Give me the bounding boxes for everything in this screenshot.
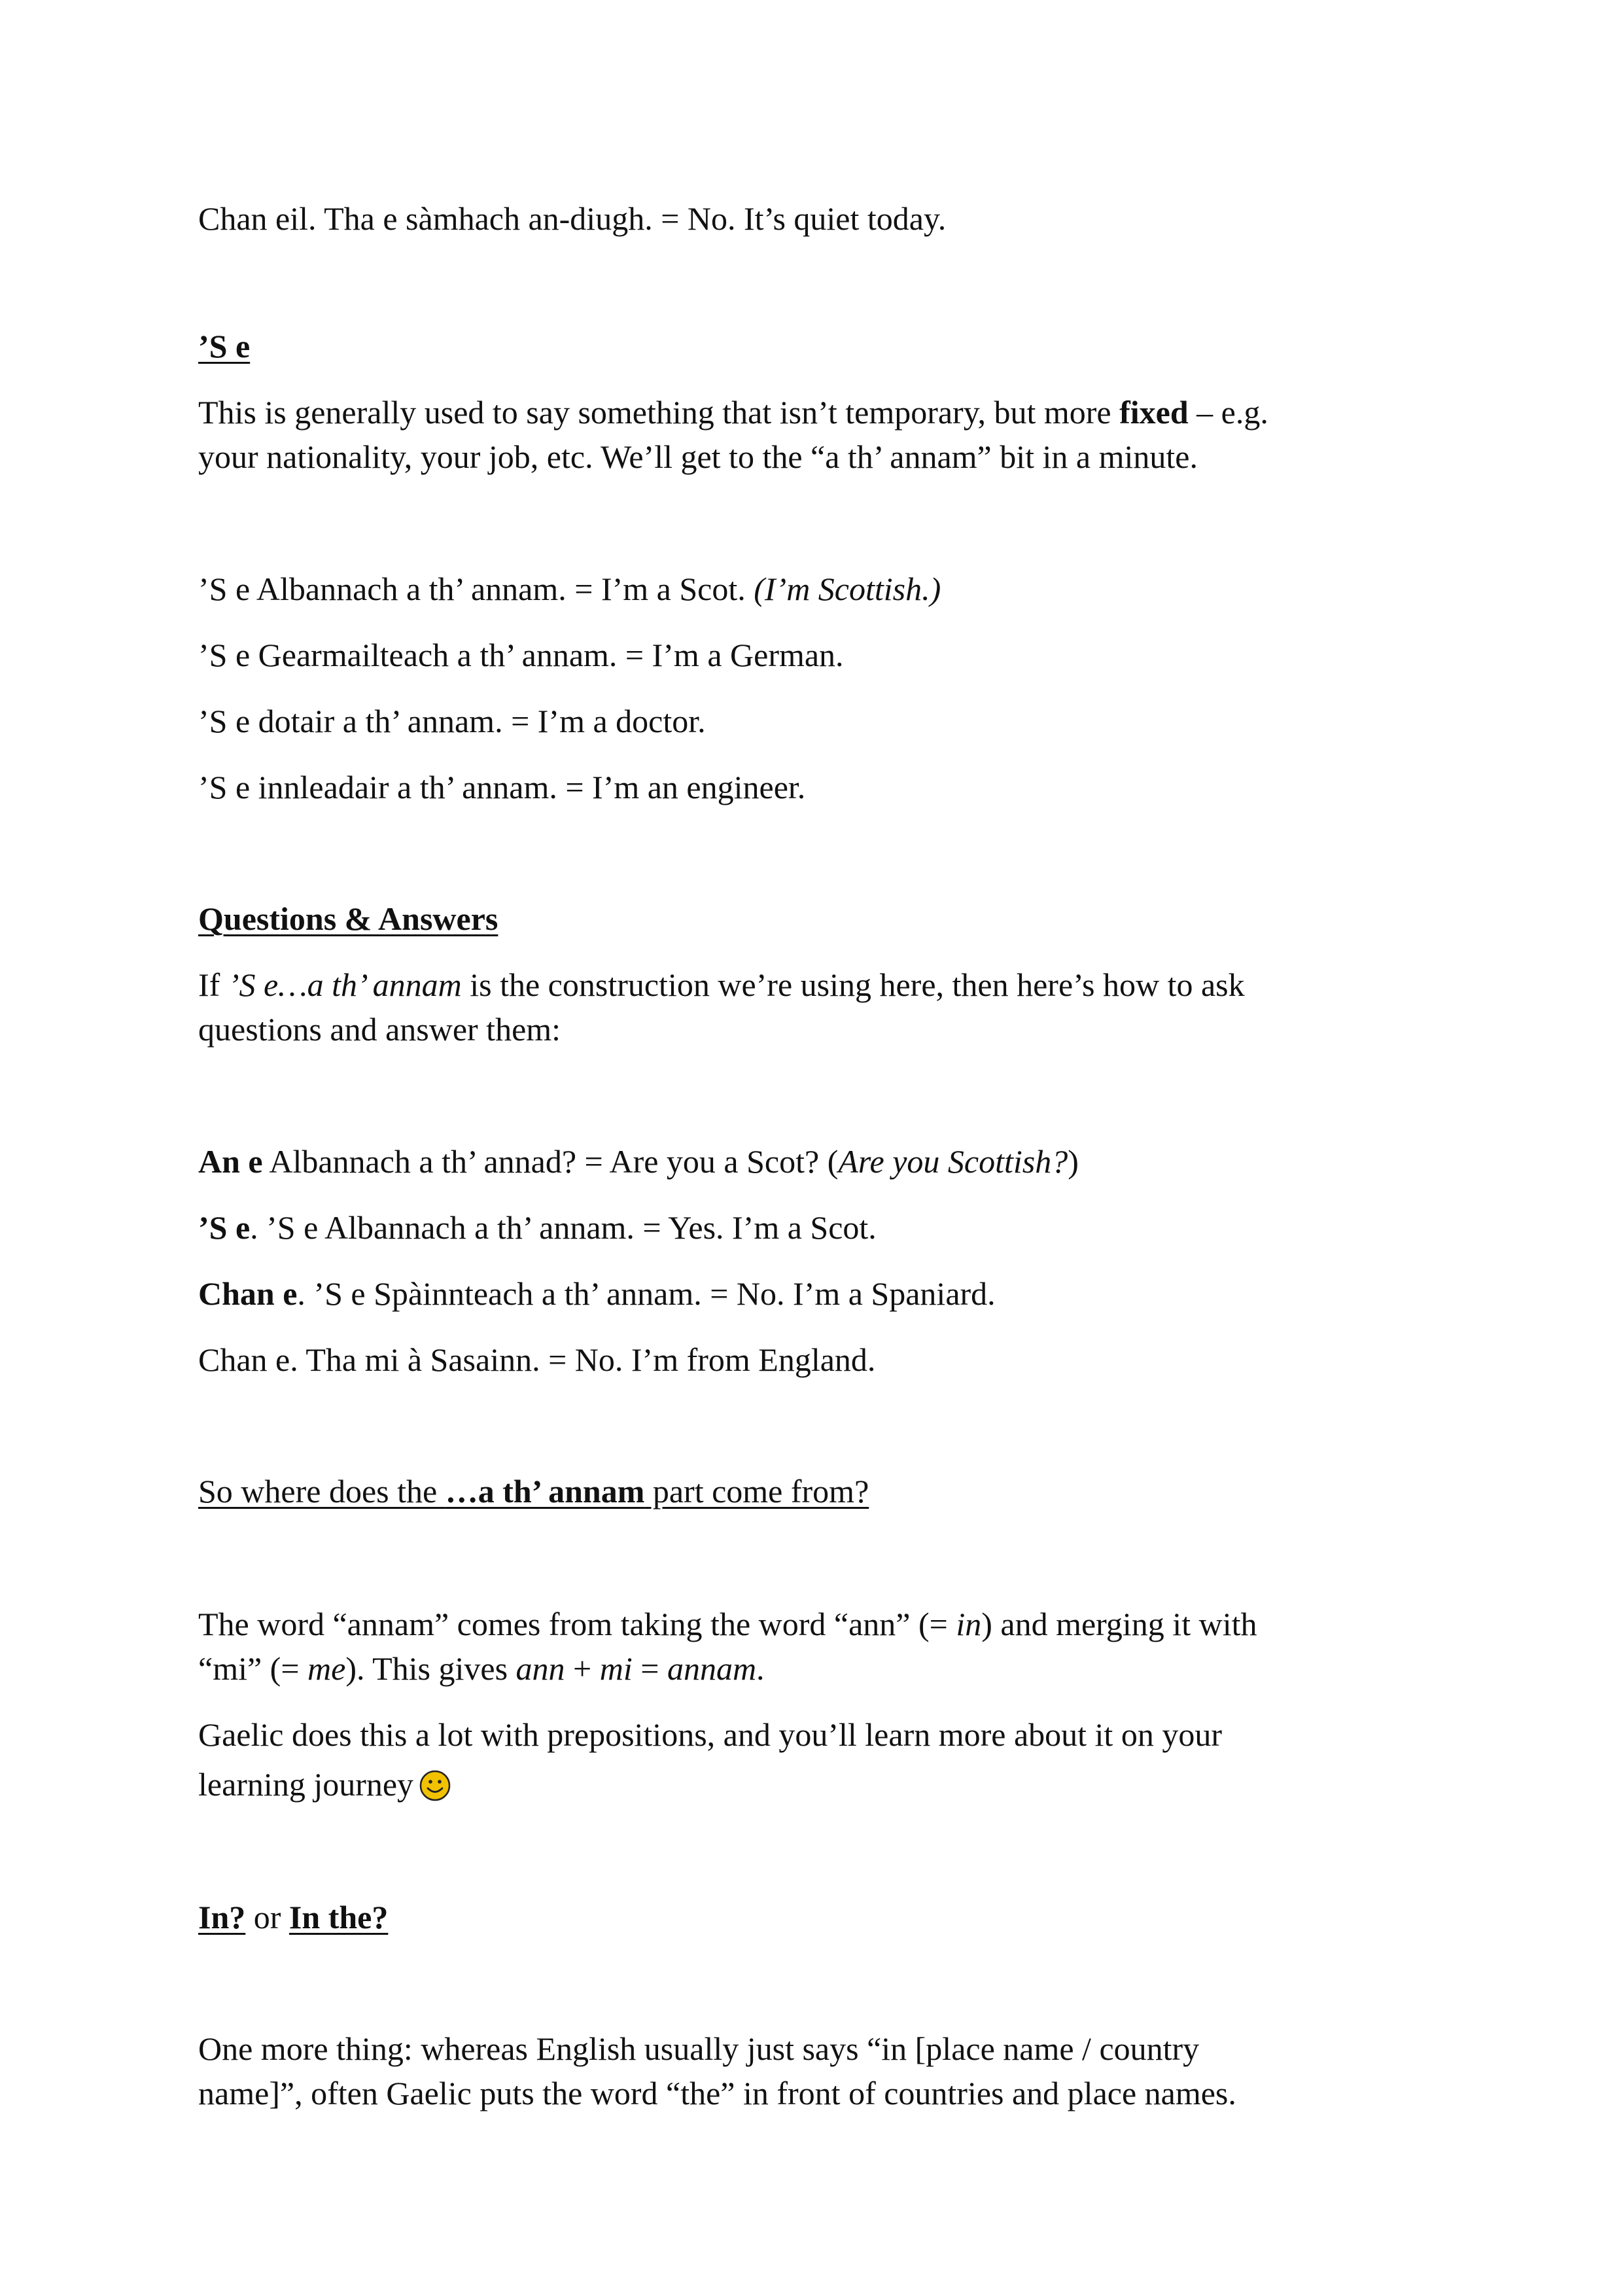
qa-answer-no: Chan e. ’S e Spàinnteach a th’ annam. = No. I’m a Spaniard. <box>198 1275 996 1312</box>
se-example-german: ’S e Gearmailteach a th’ annam. = I’m a German. <box>198 637 844 673</box>
intro-line: Chan eil. Tha e sàmhach an-diugh. = No. It’s quiet today. <box>198 200 947 237</box>
qa-intro-line-2: questions and answer them: <box>198 1011 561 1048</box>
qa-question: An e Albannach a th’ annad? = Are you a Scot? (Are you Scottish?) <box>198 1143 1079 1180</box>
in-the-paragraph-line-2: name]”, often Gaelic puts the word “the” in front of countries and place names. <box>198 2075 1236 2111</box>
in-the-paragraph-line-1: One more thing: whereas English usually just says “in [place name / country <box>198 2030 1200 2067</box>
smiley-face-icon <box>419 1769 451 1801</box>
se-paragraph-line-1: This is generally used to say something that isn’t temporary, but more fixed – e.g. <box>198 394 1268 431</box>
se-example-doctor: ’S e dotair a th’ annam. = I’m a doctor. <box>198 703 706 739</box>
annam-paragraph-line-1: The word “annam” comes from taking the word “ann” (= in) and merging it with <box>198 1606 1257 1642</box>
se-example-engineer: ’S e innleadair a th’ annam. = I’m an engineer. <box>198 769 806 805</box>
annam-paragraph-2-line-2: learning journey <box>198 1762 451 1807</box>
in-the-heading: In? or In the? <box>198 1899 389 1935</box>
qa-answer-england: Chan e. Tha mi à Sasainn. = No. I’m from England. <box>198 1341 876 1378</box>
annam-paragraph-2-line-1: Gaelic does this a lot with prepositions, and you’ll learn more about it on your <box>198 1716 1222 1753</box>
annam-heading: So where does the …a th’ annam part come from? <box>198 1473 869 1510</box>
qa-heading: Questions & Answers <box>198 900 498 937</box>
annam-paragraph-line-2: “mi” (= me). This gives ann + mi = annam. <box>198 1650 765 1687</box>
se-example-scot: ’S e Albannach a th’ annam. = I’m a Scot. (I’m Scottish.) <box>198 571 941 607</box>
se-heading: ’S e <box>198 328 251 364</box>
qa-answer-yes: ’S e. ’S e Albannach a th’ annam. = Yes. I’m a Scot. <box>198 1209 877 1246</box>
se-paragraph-line-2: your nationality, your job, etc. We’ll get to the “a th’ annam” bit in a minute. <box>198 438 1198 475</box>
qa-intro-line-1: If ’S e…a th’ annam is the construction we’re using here, then here’s how to ask <box>198 966 1245 1003</box>
